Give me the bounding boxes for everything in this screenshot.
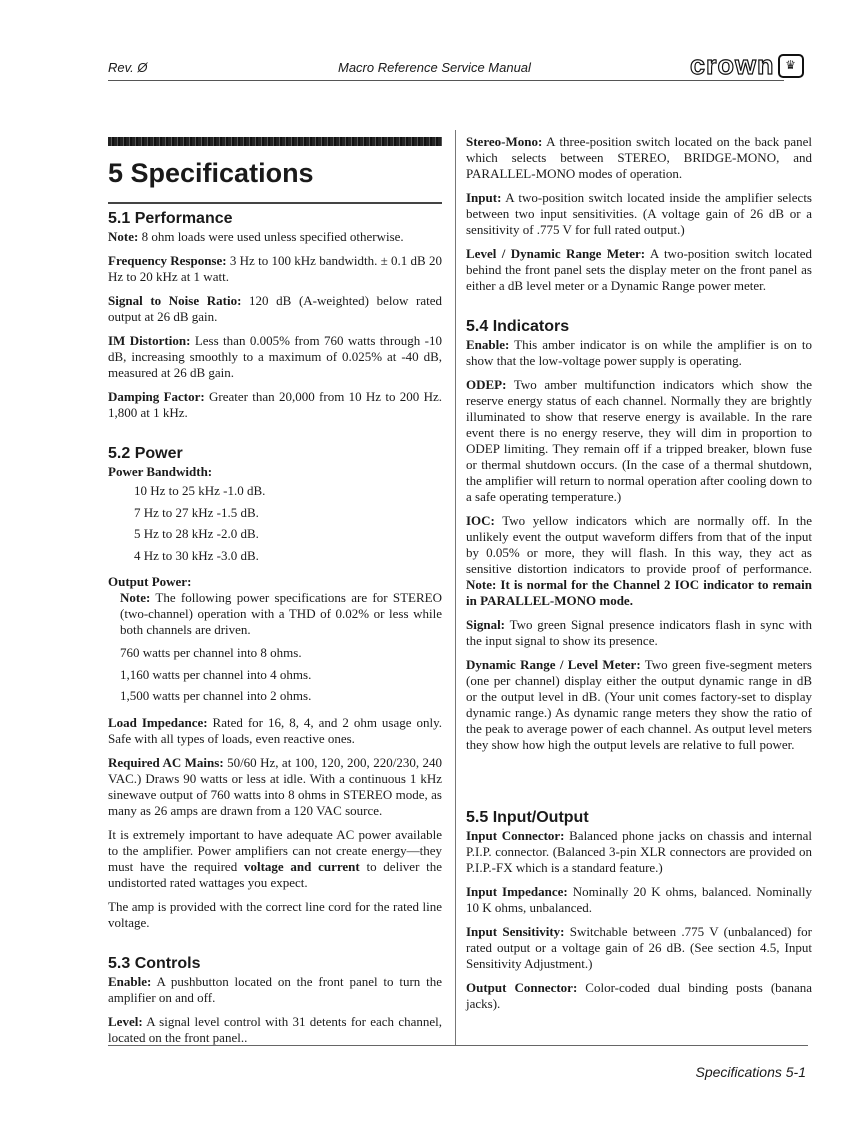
spec-text: Two yellow indicators which are normally off. In the unlikely event the output waveform differs from that of the input by 0.05% or more, they will flash. In this way, they act as sensitive distortion indicators to provide proof of performance.: [466, 513, 812, 576]
spec-text: This amber indicator is on while the amplifier is on to show that the low-voltage power supply is operating.: [466, 337, 812, 368]
spec-paragraph: [466, 924, 812, 972]
crown-icon: ♛: [778, 54, 804, 78]
spec-text: A two-position switch located behind the front panel sets the display meter on the front panel as either a dB level meter or a Dynamic Range power meter.: [466, 246, 813, 293]
title-bar: [108, 137, 442, 146]
spec-text: 50/60 Hz, at 100, 120, 200, 220/230, 240 VAC.) Draws 90 watts or less at idle. With a continuous 1 kHz sinewave output of 760 watts into 8 ohms in STEREO mode, as many as 26 amps are drawn from a 120 VAC source.: [108, 754, 442, 818]
spec-paragraph: [108, 1014, 442, 1046]
spec-paragraph: [108, 389, 442, 421]
spec-label: Dynamic Range / Level Meter:: [466, 657, 641, 672]
section-heading: 5.5 Input/Output: [466, 809, 589, 826]
spec-label: IM Distortion:: [108, 333, 191, 348]
spec-text: Greater than 20,000 from 10 Hz to 200 Hz. 1,800 at 1 kHz.: [108, 389, 442, 420]
spec-text: Two green Signal presence indicators flash in sync with the input signal to show its presence.: [466, 617, 812, 648]
spec-paragraph: [108, 293, 442, 325]
spec-paragraph: [466, 617, 812, 649]
spec-paragraph: [466, 377, 812, 505]
spec-text: Color-coded dual binding posts (banana jacks).: [466, 980, 812, 1011]
note-text: The following power specifications are for STEREO (two-channel) operation with a THD of 0.02% or less while both channels are driven.: [120, 590, 442, 637]
revision-label: Rev. Ø: [108, 60, 148, 75]
spec-label: Enable:: [108, 973, 152, 989]
spec-label: Enable:: [466, 337, 510, 352]
spec-text: 8 ohm loads were used unless specified otherwise.: [138, 229, 404, 244]
spec-label: Required AC Mains:: [108, 754, 224, 770]
spec-list: [108, 574, 442, 707]
spec-label: Note:: [108, 229, 139, 244]
chapter-title: 5 Specifications: [108, 158, 314, 188]
spec-list-item: 4 Hz to 30 kHz -3.0 dB.: [134, 547, 259, 563]
spec-label: Input Connector:: [466, 828, 565, 843]
spec-text: Two green five-segment meters (one per channel) display either the output dynamic range in dB or the output level in dB. (Your unit comes factory-set to display dynamic range.) As dynamic range meters they show the ratio of the peak to average power of each channel. As output level meters they show how high the output levels are relative to full power.: [466, 657, 812, 752]
right-column: [466, 134, 812, 1020]
spec-paragraph: [466, 884, 812, 916]
page-header: [108, 58, 784, 81]
spec-label: Level:: [108, 1013, 143, 1029]
spec-label: Output Power:: [108, 574, 192, 589]
spec-paragraph: [108, 899, 442, 931]
spec-paragraph: [466, 657, 812, 753]
spec-text: Two amber multifunction indicators which show the reserve energy status of each channel. Normally they are brightly illuminated to show that reserve energy is available. In the rare event there is no energy reserve, they will dim in proportion to ODEP limiting. They remain off if a tripped breaker, blown fuse or thermal shutdown occurs. (In the case of a thermal shutdown, the amplifier will return to normal operation after cooling down to a safe operating temperature.): [466, 377, 812, 504]
spec-list: [108, 464, 442, 566]
spec-label: IOC:: [466, 513, 495, 528]
spec-list-item: 1,160 watts per channel into 4 ohms.: [120, 666, 312, 682]
spec-text: A pushbutton located on the front panel to turn the amplifier on and off.: [108, 973, 442, 1005]
spec-label: Power Bandwidth:: [108, 464, 213, 479]
spec-text: A three-position switch located on the back panel which selects between STEREO, BRIDGE-MONO, and PARALLEL-MONO modes of operation.: [466, 134, 812, 181]
spec-label: Output Connector:: [466, 980, 578, 995]
crown-logo: [690, 50, 804, 81]
spec-paragraph: [466, 513, 812, 609]
spec-paragraph: [108, 333, 442, 381]
spec-paragraph: [108, 755, 442, 819]
spec-label: Input Sensitivity:: [466, 924, 565, 939]
spec-label: Frequency Response:: [108, 253, 227, 268]
spec-paragraph: [108, 715, 442, 747]
spec-text: It is extremely important to have adequate AC power available to the amplifier. Power amplifiers can not create energy—they must have the required: [108, 826, 442, 874]
spec-text: to deliver the undistorted rated wattages you expect.: [108, 858, 443, 890]
spec-list-item: 7 Hz to 27 kHz -1.5 dB.: [134, 504, 259, 520]
spec-list-item: 5 Hz to 28 kHz -2.0 dB.: [134, 526, 259, 541]
spec-text: 120 dB (A-weighted) below rated output at 26 dB gain.: [108, 293, 443, 324]
spec-label: Input Impedance:: [466, 884, 568, 899]
spec-text: Nominally 20 K ohms, balanced. Nominally 10 K ohms, unbalanced.: [466, 884, 812, 915]
spec-label: Signal to Noise Ratio:: [108, 293, 242, 308]
left-column: [108, 137, 442, 1054]
spec-text: 3 Hz to 100 kHz bandwidth. ± 0.1 dB 20 Hz to 20 kHz at 1 watt.: [108, 253, 442, 284]
section-rule: [108, 202, 442, 204]
spec-text: A signal level control with 31 detents for each channel, located on the front panel..: [108, 1013, 442, 1045]
spec-label: voltage and current: [243, 858, 360, 874]
manual-title: Macro Reference Service Manual: [338, 60, 531, 75]
spec-paragraph: [466, 337, 812, 369]
spec-paragraph: [466, 134, 812, 182]
page-footer: Specifications 5-1: [695, 1064, 806, 1080]
spec-label: Signal:: [466, 617, 506, 632]
spec-label: ODEP:: [466, 377, 507, 392]
column-divider: [455, 130, 456, 1045]
spec-note: [108, 590, 442, 638]
spec-paragraph: [466, 980, 812, 1012]
spec-list-item: 10 Hz to 25 kHz -1.0 dB.: [134, 483, 266, 498]
section-heading: 5.2 Power: [108, 445, 183, 462]
spec-paragraph: [108, 827, 442, 891]
spec-text: Less than 0.005% from 760 watts through -10 dB, increasing smoothly to a maximum of 0.025% at -40 dB, measured at 26 dB gain.: [108, 333, 442, 380]
spec-label: Load Impedance:: [108, 714, 208, 730]
spec-text: Switchable between .775 V (unbalanced) for rated output or a voltage gain of 26 dB. (See section 4.5, Input Sensitivity Adjustment.): [466, 924, 812, 971]
spec-text: A two-position switch located inside the amplifier selects between two input sensitivities. (A voltage gain of 26 dB or a sensitivity of .775 V for full rated output.): [466, 190, 812, 237]
spec-list-item: 760 watts per channel into 8 ohms.: [120, 645, 302, 660]
spec-label: Note: It is normal for the Channel 2 IOC indicator to remain in PARALLEL-MONO mode.: [466, 577, 812, 608]
note-label: Note:: [120, 590, 151, 605]
footer-rule: [108, 1045, 808, 1046]
spec-text: Rated for 16, 8, 4, and 2 ohm usage only. Safe with all types of loads, even reactive ones.: [108, 714, 442, 746]
spec-text: Balanced phone jacks on chassis and internal P.I.P. connector. (Balanced 3-pin XLR connectors are provided on P.I.P.-FX which is a standard feature.): [466, 828, 812, 875]
spec-paragraph: [108, 229, 442, 245]
spec-paragraph: [108, 974, 442, 1006]
spec-label: Damping Factor:: [108, 389, 205, 404]
section-heading: 5.1 Performance: [108, 210, 233, 227]
spec-text: The amp is provided with the correct line cord for the rated line voltage.: [108, 898, 442, 930]
spec-label: Input:: [466, 190, 502, 205]
spec-label: Level / Dynamic Range Meter:: [466, 246, 646, 261]
spec-paragraph: [466, 190, 812, 238]
spec-list-item: 1,500 watts per channel into 2 ohms.: [120, 688, 312, 703]
section-heading: 5.4 Indicators: [466, 318, 570, 335]
spec-paragraph: [108, 253, 442, 285]
section-heading: 5.3 Controls: [108, 954, 201, 972]
logo-wordmark: crown: [690, 50, 775, 80]
spec-paragraph: [466, 828, 812, 876]
spec-label: Stereo-Mono:: [466, 134, 543, 149]
spec-paragraph: [466, 246, 812, 294]
